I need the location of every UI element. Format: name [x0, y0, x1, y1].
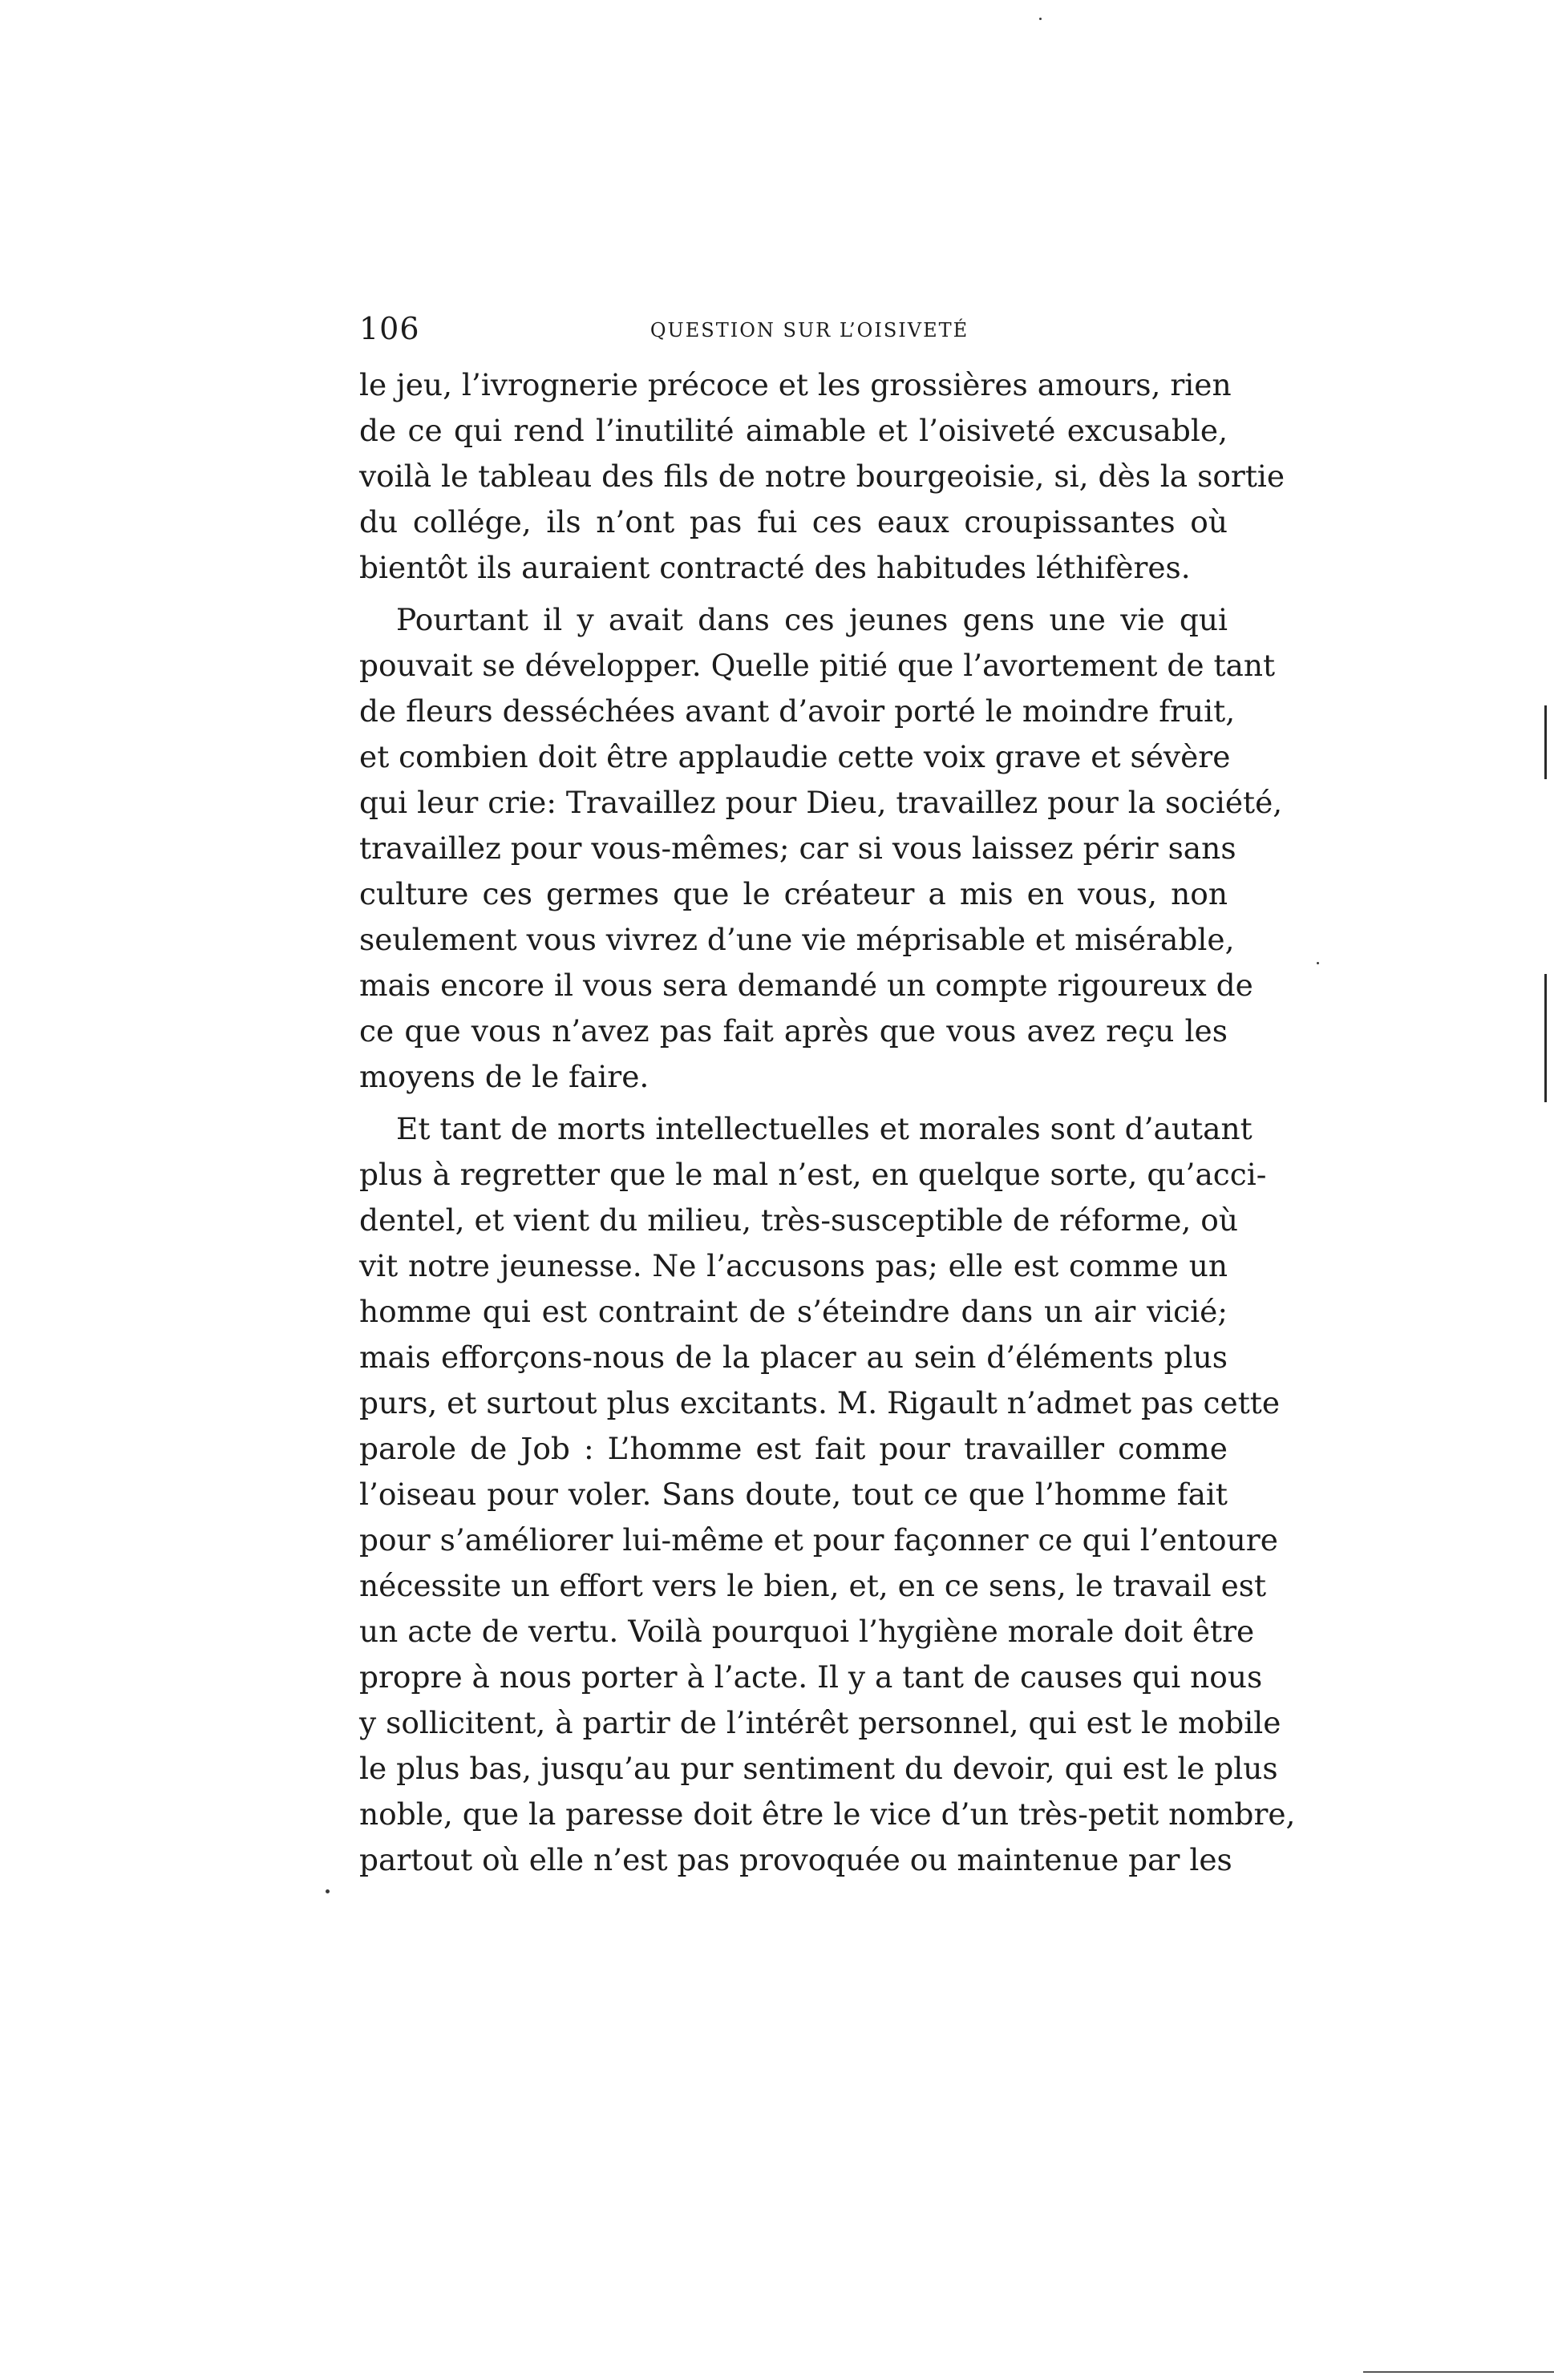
text-line: ce que vous n’avez pas fait après que vous avez reçu les	[359, 1013, 1228, 1049]
text-line: l’oiseau pour voler. Sans doute, tout ce que l’homme fait	[359, 1477, 1228, 1512]
text-line: bientôt ils auraient contracté des habitudes léthifères.	[359, 550, 1191, 585]
text-line: parole de Job : L’homme est fait pour travailler comme	[359, 1431, 1228, 1466]
text-line: travaillez pour vous-mêmes; car si vous laissez périr sans	[359, 830, 1236, 866]
text-line: purs, et surtout plus excitants. M. Rigault n’admet pas cette	[359, 1385, 1281, 1420]
paragraph-break	[359, 1100, 1228, 1106]
text-line: pouvait se développer. Quelle pitié que l’avortement de tant	[359, 648, 1276, 683]
paragraph-first-line: Et tant de morts intellectuelles et morales sont d’autant	[396, 1111, 1253, 1146]
text-line: partout où elle n’est pas provoquée ou maintenue par les	[359, 1842, 1232, 1877]
scan-margin-mark	[1544, 705, 1547, 779]
running-title: QUESTION SUR L’OISIVETÉ	[650, 319, 969, 341]
text-line: vit notre jeunesse. Ne l’accusons pas; elle est comme un	[359, 1248, 1228, 1283]
scan-speck	[1317, 962, 1319, 964]
text-line: nécessite un effort vers le bien, et, en ce sens, le travail est	[359, 1568, 1267, 1603]
text-line: mais efforçons-nous de la placer au sein d’éléments plus	[359, 1340, 1228, 1375]
text-line: de ce qui rend l’inutilité aimable et l’oisiveté excusable,	[359, 413, 1228, 448]
text-line: seulement vous vivrez d’une vie méprisable et misérable,	[359, 922, 1235, 957]
text-line: culture ces germes que le créateur a mis en vous, non	[359, 876, 1228, 911]
text-line: voilà le tableau des fils de notre bourgeoisie, si, dès la sortie	[359, 459, 1285, 494]
text-line: noble, que la paresse doit être le vice d’un très-petit nombre,	[359, 1796, 1296, 1832]
scan-speck	[326, 1889, 330, 1893]
text-line: pour s’améliorer lui-même et pour façonner ce qui l’entoure	[359, 1522, 1278, 1558]
scan-edge-line	[1363, 2371, 1554, 2373]
text-line: homme qui est contraint de s’éteindre dans un air vicié;	[359, 1294, 1228, 1329]
running-head	[359, 309, 1228, 349]
text-line: propre à nous porter à l’acte. Il y a tant de causes qui nous	[359, 1659, 1263, 1695]
text-line: le plus bas, jusqu’au pur sentiment du devoir, qui est le plus	[359, 1751, 1278, 1786]
text-line: du collége, ils n’ont pas fui ces eaux croupissantes où	[359, 504, 1228, 539]
text-line: de fleurs desséchées avant d’avoir porté le moindre fruit,	[359, 693, 1236, 729]
text-line: le jeu, l’ivrognerie précoce et les grossières amours, rien	[359, 367, 1232, 402]
paragraph-break	[359, 591, 1228, 597]
text-line: moyens de le faire.	[359, 1059, 650, 1094]
scan-margin-mark	[1544, 974, 1547, 1102]
text-line: et combien doit être applaudie cette voix grave et sévère	[359, 739, 1231, 774]
text-line: plus à regretter que le mal n’est, en quelque sorte, qu’acci-	[359, 1157, 1267, 1192]
paragraph-first-line: Pourtant il y avait dans ces jeunes gens une vie qui	[396, 602, 1228, 637]
body-text	[359, 362, 1296, 1883]
text-line: qui leur crie: Travaillez pour Dieu, travaillez pour la société,	[359, 785, 1283, 820]
text-line: dentel, et vient du milieu, très-susceptible de réforme, où	[359, 1202, 1238, 1238]
scan-speck	[1039, 18, 1042, 20]
text-line: un acte de vertu. Voilà pourquoi l’hygiène morale doit être	[359, 1614, 1255, 1649]
text-line: mais encore il vous sera demandé un compte rigoureux de	[359, 968, 1253, 1003]
page-number: 106	[359, 311, 420, 346]
text-line: y sollicitent, à partir de l’intérêt personnel, qui est le mobile	[359, 1705, 1281, 1740]
